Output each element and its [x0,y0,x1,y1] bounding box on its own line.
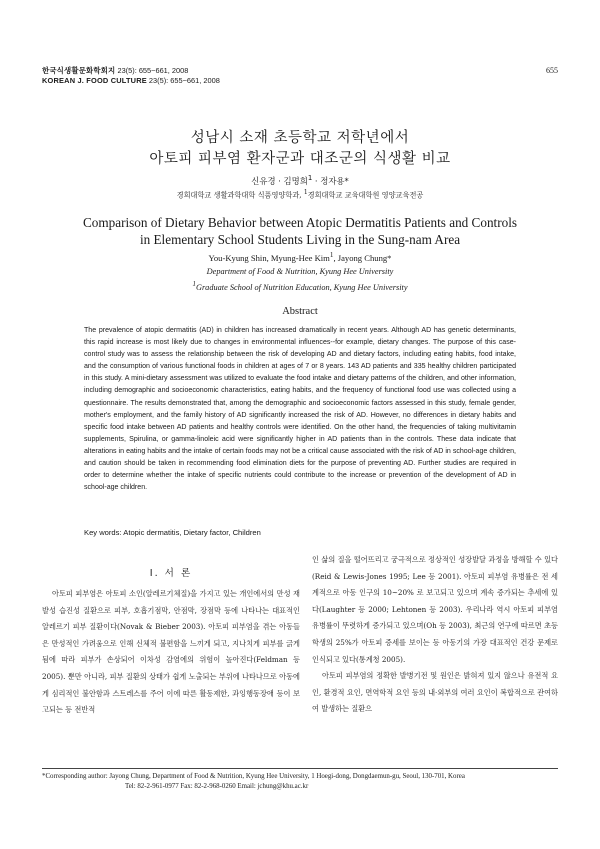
intro-left-column: 아토피 피부염은 아토피 소인(알레르기체질)을 가지고 있는 개인에서의 만성 재발성 습진성 질환으로 피부, 호흡기점막, 안점막, 장점막 등에 나타나는 대표적인 알레르기 피부 질환이다(Novak & Bieber 2003). 아토피 피부염을 겪는 아동들은 만성적인 가려움으로 인해 신체적 불편함을 느끼게 되고, 지나치게 피부를 긁게 됨에 따라 피부가 손상되어 이차성 감염에의 위험이 높아진다(Feldman 등 2005). 뿐만 아니라, 피부 질환의 상태가 쉽게 노출되는 부위에 나타나므로 아동에게 심리적인 불안함과 스트레스를 주어 이에 따른 활동제한, 과잉행동장애 등이 보고되는 등 전반적 [42,589,300,715]
journal-en-cite: 23(5): 655~661, 2008 [146,76,220,85]
corresponding-author-footnote [42,772,558,791]
english-affiliation-1: Department of Food & Nutrition, Kyung Hee University [206,267,394,276]
journal-ko-cite: 23(5): 655~661, 2008 [115,66,189,75]
korean-authors-main: 신유경 · 김명희 [251,175,308,186]
english-title [0,214,600,248]
korean-affiliation [0,189,600,200]
keywords-list: Atopic dermatitis, Dietary factor, Children [123,528,261,537]
section-heading-introduction: I. 서 론 [149,568,193,579]
english-affiliation-2-text: Graduate School of Nutrition Education, Kyung Hee University [195,282,408,292]
korean-authors-tail: · 정자용* [312,175,349,186]
footnote-line-1: *Corresponding author: Jayong Chung, Department of Food & Nutrition, Kyung Hee University, 1 Hoegi-dong, Dongdaemun-gu, Seoul, 130-701, Korea [42,773,465,780]
korean-title [0,128,600,170]
footnote-divider [42,768,558,769]
english-title-line1: Comparison of Dietary Behavior between Atopic Dermatitis Patients and Controls [82,215,517,230]
english-authors-sup: 1 [329,251,334,259]
korean-affiliation-main: 경희대학교 생활과학대학 식품영양학과, [176,190,304,200]
journal-ko-name: 한국식생활문화학회지 [42,66,116,75]
footnote-line-2: Tel: 82-2-961-0977 Fax: 82-2-968-0260 Email: jchung@khu.ac.kr [125,782,309,790]
keywords-label: Key words: [84,528,124,537]
korean-authors-sup: 1 [307,174,313,182]
intro-right-paragraph-2: 아토피 피부염의 정확한 발병기전 및 원인은 밝혀져 있지 않으나 유전적 요인, 환경적 요인, 면역학적 요인 등의 내·외부의 여러 요인이 복합적으로 관여하여 발생하는 질환으 [312,671,558,714]
abstract-text: The prevalence of atopic dermatitis (AD) in children has increased dramatically in recent years. Although AD has genetic determinants, this rapid increase is most likely due to changes in environmental influences--for example, dietary changes. The purpose of this case-control study was to assess the relationship between the risk of developing AD and dietary factors, including eating habits, food intake, and the consumption of various functional foods in children at ages of 7 or 8 years. 143 AD patients and 335 healthy children participated in this study. A mini-dietary assessment was utilized to evaluate the food intake and dietary patterns of the children, and other information, including demographic and socioeconomic characteristics, eating habits, and the frequency of functional food use was collected using a questionnaire. The results demonstrated that, among the demographic and socioeconomic factors assessed in this study, female gender, mother's employment, and the family history of AD significantly increased the risk of AD. However, no differences in dietary habits and specific food intake between AD patients and healthy controls were identified. On the other hand, the frequencies of taking multivitamin supplements, Spirulina, or gamma-linoleic acid were significantly higher in AD patients than in the controls. These data indicate that alterations in eating habits and the intake of certain foods may not be a critical cause associated with the risk of AD in school-age children, and caution should be taken in recommending food elimination diets for the purpose of preventing AD. Further studies are required in order to determine whether the intake of specific nutrients could contribute to the increase or prevention of the development of AD in school-age children. [84,327,516,492]
english-authors-main: You-Kyung Shin, Myung-Hee Kim [208,252,330,263]
keywords [84,528,516,537]
korean-authors [0,174,600,187]
korean-title-line1: 성남시 소재 초등학교 저학년에서 [190,130,410,146]
page-number: 655 [546,66,558,75]
journal-ko-line [42,66,220,76]
korean-affiliation-sup: 1 [303,189,308,196]
intro-right-column [312,552,558,718]
english-affiliation-2 [0,278,600,294]
korean-affiliation-tail: 경희대학교 교육대학원 영양교육전공 [307,190,424,200]
english-affiliation-2-sup: 1 [192,281,196,288]
english-authors [0,251,600,263]
intro-right-paragraph-1: 인 삶의 질을 떨어뜨리고 궁극적으로 정상적인 성장발달 과정을 방해할 수 있다(Reid & Lewis-Jones 1995; Lee 등 2001). 아토피 피부염 유병률은 전 세계적으로 아동 인구의 10~20% 로 보고되고 있으며 계속 증가되는 추세에 있다(Laughter 등 2000; Lehtonen 등 2003). 우리나라 역시 아토피 피부염 유병률이 뚜렷하게 증가되고 있으며(Oh 등 2003), 최근의 연구에 따르면 초등학생의 25%가 아토피 증세를 보이는 등 아동기의 가장 대표적인 건강 문제로 인식되고 있다(통계청 2005). [312,555,558,664]
english-affiliations [0,265,600,294]
journal-header [42,66,220,86]
korean-title-line2: 아토피 피부염 환자군과 대조군의 식생활 비교 [149,151,451,167]
journal-en-line [42,76,220,86]
abstract-heading: Abstract [282,306,318,317]
journal-en-name: KOREAN J. FOOD CULTURE [42,76,147,85]
english-title-line2: in Elementary School Students Living in the Sung-nam Area [139,232,461,247]
english-authors-tail: , Jayong Chung* [333,252,392,263]
